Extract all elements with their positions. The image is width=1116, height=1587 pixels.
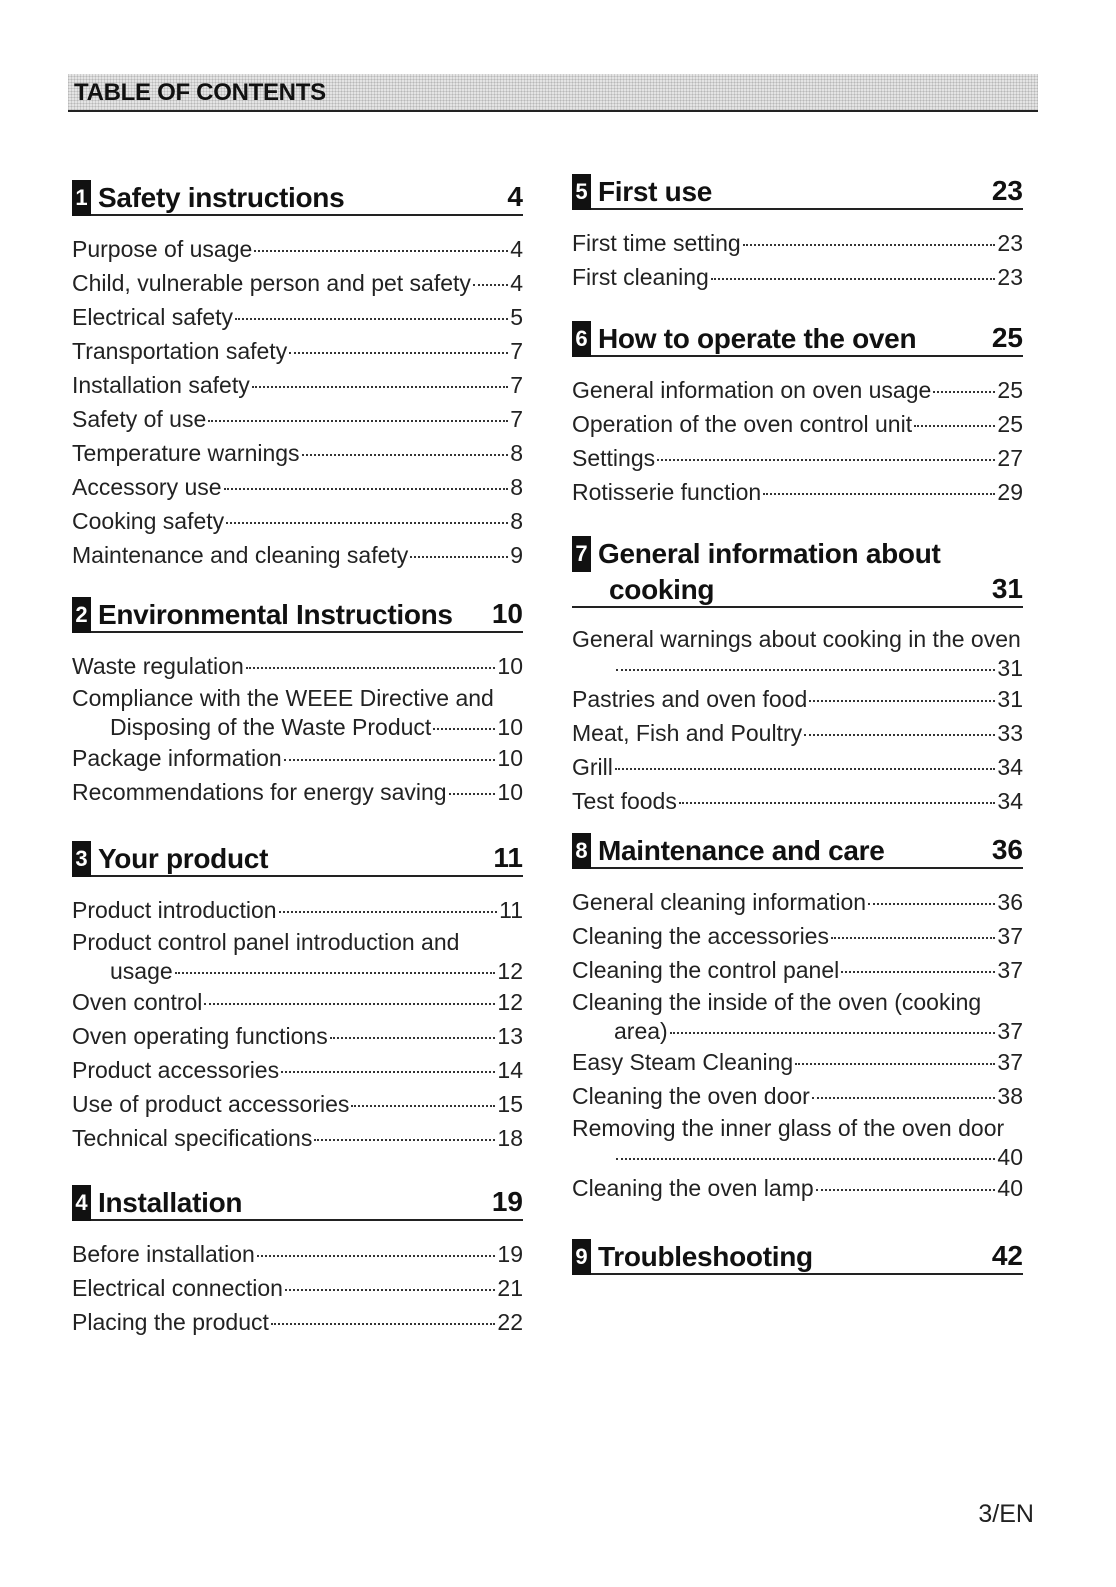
section-page-number: 25 — [991, 322, 1023, 353]
entry-label: Settings — [572, 445, 656, 471]
entry-page-number: 37 — [997, 1049, 1023, 1075]
dot-leader — [302, 454, 509, 456]
toc-entry[interactable] — [572, 407, 1023, 441]
entry-label: Technical specifications — [72, 1125, 313, 1151]
section-heading[interactable] — [72, 180, 523, 216]
toc-entry[interactable] — [572, 475, 1023, 509]
section-title: General information about — [598, 538, 941, 569]
section-number-badge: 7 — [572, 536, 591, 572]
dot-leader — [831, 937, 995, 939]
toc-entry[interactable] — [72, 470, 523, 504]
toc-entry[interactable] — [572, 750, 1023, 784]
entry-label: Before installation — [72, 1241, 255, 1267]
toc-entry[interactable] — [572, 1045, 1023, 1079]
toc-entry[interactable] — [572, 885, 1023, 919]
dot-leader — [841, 971, 995, 973]
entry-page-number: 40 — [997, 1144, 1023, 1170]
dot-leader — [816, 1189, 996, 1191]
entry-page-number: 15 — [497, 1091, 523, 1117]
entry-page-number: 10 — [497, 714, 523, 740]
entry-page-number: 33 — [997, 720, 1023, 746]
entry-page-number: 40 — [997, 1175, 1023, 1201]
entry-page-number: 37 — [997, 923, 1023, 949]
entry-label: Cleaning the oven door — [572, 1083, 810, 1109]
entry-page-number: 5 — [510, 304, 523, 330]
section-entries — [72, 232, 523, 572]
dot-leader — [933, 391, 995, 393]
entry-label: Cleaning the inside of the oven (cooking — [572, 989, 982, 1015]
entry-page-number: 18 — [497, 1125, 523, 1151]
entry-page-number: 27 — [997, 445, 1023, 471]
dot-leader — [208, 420, 508, 422]
entry-page-number: 8 — [510, 440, 523, 466]
section-title: First use — [598, 176, 713, 207]
toc-entry[interactable] — [72, 741, 523, 775]
entry-page-number: 7 — [510, 372, 523, 398]
entry-label: Safety of use — [72, 406, 207, 432]
section-number-badge: 1 — [72, 180, 91, 216]
toc-entry[interactable] — [72, 1087, 523, 1121]
toc-entry[interactable] — [572, 953, 1023, 987]
dot-leader — [679, 802, 996, 804]
toc-section-8 — [572, 833, 1023, 1205]
section-heading[interactable] — [572, 321, 1023, 357]
page-title: TABLE OF CONTENTS — [74, 79, 326, 106]
dot-leader — [410, 556, 508, 558]
toc-entry[interactable] — [72, 927, 523, 985]
section-page-number: 42 — [991, 1240, 1023, 1271]
entry-label: Easy Steam Cleaning — [572, 1049, 794, 1075]
dot-leader — [449, 793, 496, 795]
toc-entry[interactable] — [572, 1079, 1023, 1113]
entry-label: General warnings about cooking in the oven — [572, 626, 1021, 652]
entry-label: Waste regulation — [72, 653, 244, 679]
toc-entry[interactable] — [72, 1121, 523, 1155]
section-page-number: 31 — [991, 573, 1023, 604]
section-title-line2: cooking — [609, 574, 715, 605]
toc-entry[interactable] — [72, 985, 523, 1019]
entry-label-continued: Disposing of the Waste Product — [110, 714, 432, 740]
page-number: 3/EN — [978, 1500, 1034, 1528]
entry-page-number: 7 — [510, 406, 523, 432]
entry-label: Placing the product — [72, 1309, 269, 1335]
toc-section-4 — [72, 1185, 523, 1339]
toc-entry[interactable] — [72, 649, 523, 683]
section-entries — [72, 649, 523, 809]
toc-entry[interactable] — [572, 987, 1023, 1045]
entry-page-number: 10 — [497, 779, 523, 805]
entry-label: Oven control — [72, 989, 203, 1015]
entry-label: Pastries and oven food — [572, 686, 808, 712]
entry-label: Test foods — [572, 788, 677, 814]
toc-entry[interactable] — [572, 784, 1023, 818]
entry-page-number: 34 — [997, 788, 1023, 814]
entry-label: General information on oven usage — [572, 377, 932, 403]
section-title: How to operate the oven — [598, 323, 917, 354]
toc-entry[interactable] — [572, 226, 1023, 260]
section-page-number: 11 — [493, 842, 523, 873]
entry-label: Cooking safety — [72, 508, 225, 534]
entry-page-number: 8 — [510, 474, 523, 500]
dot-leader — [204, 1003, 495, 1005]
section-number-badge: 8 — [572, 833, 591, 869]
section-heading[interactable] — [72, 841, 523, 877]
dot-leader — [285, 1289, 495, 1291]
entry-label: Rotisserie function — [572, 479, 762, 505]
section-number-badge: 6 — [572, 321, 591, 357]
toc-section-3 — [72, 841, 523, 1155]
entry-label: Product control panel introduction and — [72, 929, 460, 955]
section-entries — [72, 893, 523, 1155]
section-heading[interactable] — [572, 1239, 1023, 1275]
toc-section-2 — [72, 597, 523, 809]
entry-label: Use of product accessories — [72, 1091, 350, 1117]
toc-entry[interactable] — [572, 260, 1023, 294]
toc-entry[interactable] — [72, 334, 523, 368]
dot-leader — [246, 667, 496, 669]
toc-entry[interactable] — [72, 266, 523, 300]
toc-entry[interactable] — [572, 373, 1023, 407]
section-entries — [572, 624, 1023, 818]
dot-leader — [473, 284, 508, 286]
toc-entry[interactable] — [72, 1237, 523, 1271]
dot-leader — [615, 768, 996, 770]
entry-page-number: 12 — [497, 989, 523, 1015]
section-heading[interactable] — [572, 174, 1023, 210]
toc-entry[interactable] — [572, 682, 1023, 716]
section-title: Troubleshooting — [598, 1241, 813, 1272]
dot-leader — [226, 522, 508, 524]
entry-page-number: 10 — [497, 653, 523, 679]
entry-page-number: 36 — [997, 889, 1023, 915]
entry-label-continued: area) — [614, 1018, 668, 1044]
dot-leader — [235, 318, 508, 320]
dot-leader — [616, 1158, 995, 1160]
toc-section-1 — [72, 180, 523, 572]
dot-leader — [616, 669, 995, 671]
entry-label-continued: usage — [110, 958, 173, 984]
section-title: Maintenance and care — [598, 835, 885, 866]
toc-entry[interactable] — [572, 624, 1023, 682]
entry-label: General cleaning information — [572, 889, 867, 915]
entry-label: Cleaning the control panel — [572, 957, 840, 983]
toc-entry[interactable] — [72, 1305, 523, 1339]
entry-label: Maintenance and cleaning safety — [72, 542, 409, 568]
dot-leader — [657, 459, 995, 461]
toc-entry[interactable] — [72, 1271, 523, 1305]
entry-label: Accessory use — [72, 474, 222, 500]
dot-leader — [175, 972, 496, 974]
toc-entry[interactable] — [572, 1113, 1023, 1171]
toc-entry[interactable] — [572, 716, 1023, 750]
entry-page-number: 19 — [497, 1241, 523, 1267]
entry-page-number: 25 — [997, 411, 1023, 437]
entry-page-number: 25 — [997, 377, 1023, 403]
toc-entry[interactable] — [72, 893, 523, 927]
dot-leader — [743, 244, 996, 246]
dot-leader — [284, 759, 496, 761]
toc-entry[interactable] — [72, 538, 523, 572]
entry-label: Recommendations for energy saving — [72, 779, 447, 805]
entry-page-number: 10 — [497, 745, 523, 771]
entry-page-number: 23 — [997, 230, 1023, 256]
entry-page-number: 13 — [497, 1023, 523, 1049]
section-page-number: 19 — [491, 1186, 523, 1217]
dot-leader — [252, 386, 508, 388]
entry-page-number: 37 — [997, 957, 1023, 983]
section-title: Safety instructions — [98, 182, 345, 213]
toc-entry[interactable] — [72, 504, 523, 538]
section-title: Installation — [98, 1187, 243, 1218]
entry-label: Grill — [572, 754, 613, 780]
toc-entry[interactable] — [72, 368, 523, 402]
section-title: Your product — [98, 843, 269, 874]
toc-entry[interactable] — [572, 441, 1023, 475]
toc-entry[interactable] — [72, 1019, 523, 1053]
entry-page-number: 12 — [497, 958, 523, 984]
dot-leader — [914, 425, 995, 427]
dot-leader — [257, 1255, 496, 1257]
entry-page-number: 11 — [499, 897, 523, 923]
entry-page-number: 38 — [997, 1083, 1023, 1109]
section-page-number: 36 — [991, 834, 1023, 865]
dot-leader — [868, 903, 995, 905]
entry-page-number: 14 — [497, 1057, 523, 1083]
entry-label: Child, vulnerable person and pet safety — [72, 270, 471, 296]
toc-section-6 — [572, 321, 1023, 509]
toc-section-7 — [572, 536, 1023, 818]
entry-page-number: 37 — [997, 1018, 1023, 1044]
section-number-badge: 5 — [572, 174, 591, 210]
dot-leader — [281, 1071, 495, 1073]
dot-leader — [670, 1032, 996, 1034]
entry-page-number: 34 — [997, 754, 1023, 780]
toc-entry[interactable] — [72, 683, 523, 741]
entry-label: Electrical connection — [72, 1275, 283, 1301]
entry-label: First time setting — [572, 230, 741, 256]
entry-page-number: 29 — [997, 479, 1023, 505]
section-heading[interactable] — [572, 536, 1023, 608]
dot-leader — [711, 278, 996, 280]
dot-leader — [330, 1037, 496, 1039]
entry-label: Cleaning the oven lamp — [572, 1175, 814, 1201]
section-heading[interactable] — [72, 597, 523, 633]
section-entries — [572, 226, 1023, 294]
entry-label: First cleaning — [572, 264, 709, 290]
entry-label: Electrical safety — [72, 304, 234, 330]
section-number-badge: 9 — [572, 1239, 591, 1275]
section-number-badge: 4 — [72, 1185, 91, 1221]
entry-label: Cleaning the accessories — [572, 923, 829, 949]
entry-label: Meat, Fish and Poultry — [572, 720, 803, 746]
toc-entry[interactable] — [572, 1171, 1023, 1205]
dot-leader — [279, 911, 498, 913]
toc-entry[interactable] — [72, 775, 523, 809]
toc-entry[interactable] — [72, 232, 523, 266]
entry-label: Package information — [72, 745, 282, 771]
dot-leader — [224, 488, 509, 490]
entry-page-number: 22 — [497, 1309, 523, 1335]
section-entries — [572, 885, 1023, 1205]
toc-section-5 — [572, 174, 1023, 294]
entry-page-number: 4 — [510, 236, 523, 262]
section-heading[interactable] — [572, 833, 1023, 869]
toc-entry[interactable] — [72, 1053, 523, 1087]
entry-page-number: 31 — [997, 655, 1023, 681]
entry-label: Compliance with the WEEE Directive and — [72, 685, 494, 711]
dot-leader — [254, 250, 508, 252]
section-heading[interactable] — [72, 1185, 523, 1221]
entry-label: Purpose of usage — [72, 236, 253, 262]
entry-label: Product introduction — [72, 897, 277, 923]
toc-header-bar — [68, 74, 1038, 112]
entry-label: Temperature warnings — [72, 440, 300, 466]
section-entries — [72, 1237, 523, 1339]
section-number-badge: 3 — [72, 841, 91, 877]
section-page-number: 10 — [491, 598, 523, 629]
dot-leader — [809, 700, 995, 702]
section-entries — [572, 373, 1023, 509]
toc-entry[interactable] — [72, 402, 523, 436]
entry-label: Operation of the oven control unit — [572, 411, 913, 437]
dot-leader — [351, 1105, 495, 1107]
dot-leader — [433, 728, 495, 730]
entry-label: Transportation safety — [72, 338, 288, 364]
entry-page-number: 8 — [510, 508, 523, 534]
section-title: Environmental Instructions — [98, 599, 453, 630]
section-page-number: 23 — [991, 175, 1023, 206]
entry-label: Oven operating functions — [72, 1023, 328, 1049]
section-number-badge: 2 — [72, 597, 91, 633]
entry-label: Installation safety — [72, 372, 250, 398]
entry-label: Removing the inner glass of the oven door — [572, 1115, 1005, 1141]
entry-page-number: 21 — [497, 1275, 523, 1301]
toc-entry[interactable] — [72, 300, 523, 334]
dot-leader — [804, 734, 995, 736]
dot-leader — [314, 1139, 495, 1141]
entry-page-number: 4 — [510, 270, 523, 296]
dot-leader — [763, 493, 995, 495]
dot-leader — [812, 1097, 996, 1099]
toc-entry[interactable] — [572, 919, 1023, 953]
entry-page-number: 23 — [997, 264, 1023, 290]
entry-page-number: 9 — [510, 542, 523, 568]
dot-leader — [795, 1063, 995, 1065]
dot-leader — [271, 1323, 496, 1325]
entry-page-number: 7 — [510, 338, 523, 364]
section-page-number: 4 — [507, 181, 523, 212]
toc-entry[interactable] — [72, 436, 523, 470]
dot-leader — [289, 352, 508, 354]
entry-label: Product accessories — [72, 1057, 280, 1083]
entry-page-number: 31 — [997, 686, 1023, 712]
toc-section-9 — [572, 1239, 1023, 1275]
